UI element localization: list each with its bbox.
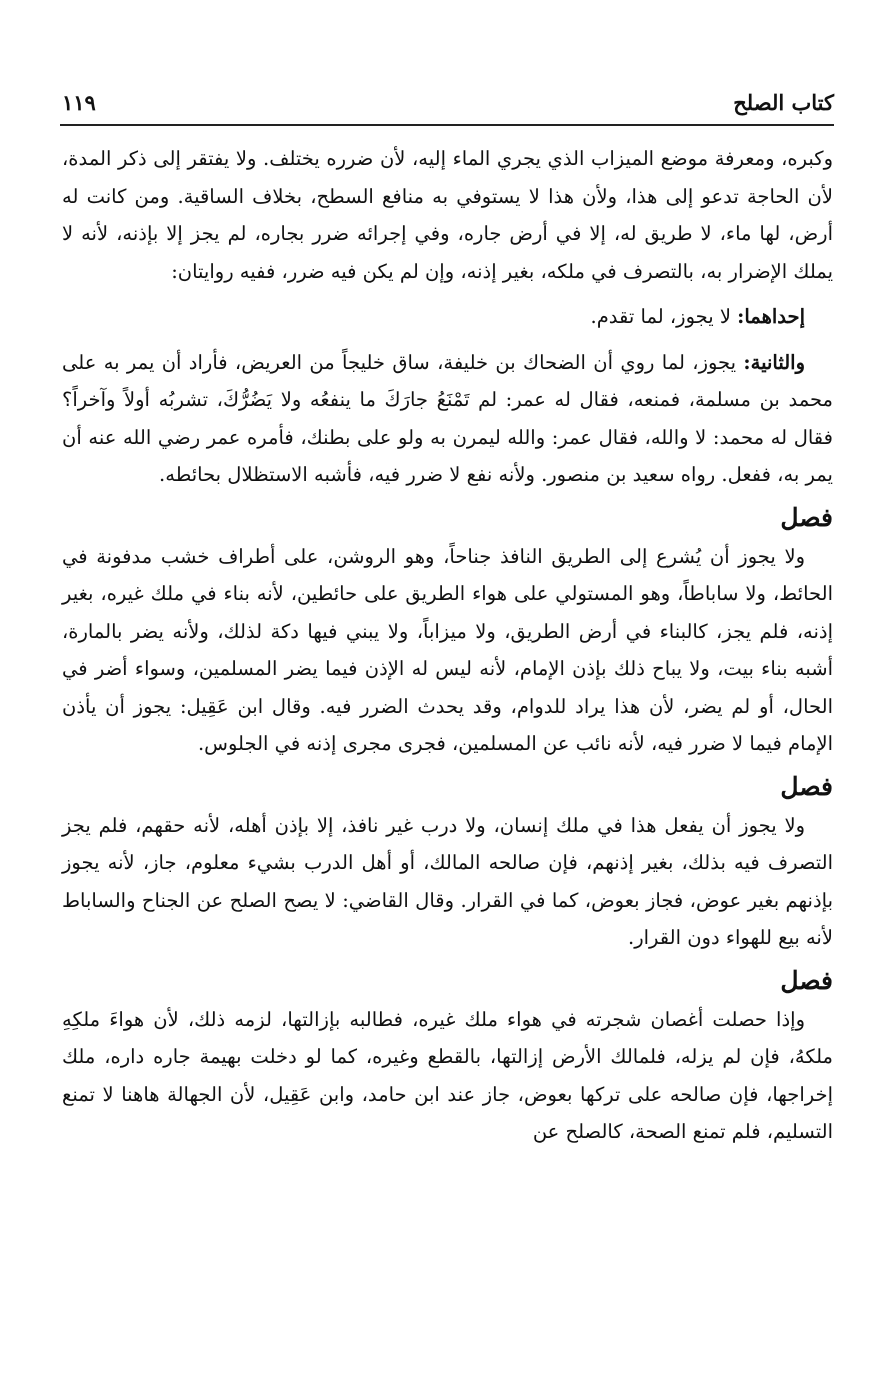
section-heading: فصل — [780, 771, 833, 801]
page-number: ١١٩ — [62, 90, 96, 115]
narration-label: إحداهما: — [737, 305, 805, 328]
section-paragraph: ولا يجوز أن يُشرع إلى الطريق النافذ جناحاً، وهو الروشن، على أطراف خشب مدفونة في الحائط، ولا ساباطاً، وهو المستولي على هواء الطريق على حائطين، لأنه بناء في ملك غيره، بغير إذنه، فلم يجز، كالبناء في أرض الطريق، ولا ميزاباً، ولا يبني فيها دكة لذلك، ولأنه يضر بالمارة، أشبه بناء بيت، ولا يباح ذلك بإذن الإمام، لأنه ليس له الإذن فيما يضر المسلمين، وسواء أضر في الحال، أو لم يضر، لأن هذا يراد للدوام، وقد يحدث الضرر فيه. وقال ابن عَقِيل: يجوز أن يأذن الإمام فيما لا ضرر فيه، لأنه نائب عن المسلمين، فجرى مجرى إذنه في الجلوس. — [62, 544, 833, 755]
section-paragraph: ولا يجوز أن يفعل هذا في ملك إنسان، ولا درب غير نافذ، إلا بإذن أهله، لأنه حقهم، فلم يجز التصرف فيه بذلك، بغير إذنهم، فإن صالحه المالك، أو أهل الدرب بشيء معلوم، جاز، لأنه يجوز بإذنهم بغير عوض، فجاز بعوض، كما في القرار. وقال القاضي: لا يصح الصلح عن الجناح والساباط لأنه بيع للهواء دون القرار. — [62, 813, 833, 949]
paragraph-opening: وكبره، ومعرفة موضع الميزاب الذي يجري الماء إليه، لأن ضرره يختلف. ولا يفتقر إلى ذكر المدة، لأن الحاجة تدعو إلى هذا، ولأن هذا لا يستوفي به منافع السطح، بخلاف الساقية. ومن كانت له أرض، لها ماء، لا طريق له، إلا في أرض جاره، وفي إجرائه ضرر بجاره، لم يجز إلا بإذنه، لأنه لا يملك الإضرار به، بالتصرف في ملكه، بغير إذنه، وإن لم يكن فيه ضرر، ففيه روايتان: — [62, 147, 833, 283]
narration-text: يجوز، لما روي أن الضحاك بن خليفة، ساق خليجاً من العريض، فأراد أن يمر به على محمد بن مسلمة، فمنعه، فقال له عمر: لم تَمْنَعُ جارَكَ ما ينفعُه ولا يَضُرُّكَ، تشربُه أولاً وآخراً؟ فقال له محمد: لا والله، فقال عمر: والله ليمرن به ولو على بطنك، فأمره عمر رضي الله عنه أن يمر به، ففعل. رواه سعيد بن منصور. ولأنه نفع لا ضرر فيه، فأشبه الاستظلال بحائطه. — [62, 350, 833, 486]
narration-text: لا يجوز، لما تقدم. — [590, 305, 738, 328]
section-heading: فصل — [780, 502, 833, 532]
section-heading: فصل — [780, 965, 833, 995]
page-body — [62, 140, 833, 1151]
section-paragraph: وإذا حصلت أغصان شجرته في هواء ملك غيره، فطالبه بإزالتها، لزمه ذلك، لأن هواءَ ملكِهِ ملكهُ، فإن لم يزله، فلمالك الأرض إزالتها، بالقطع وغيره، كما لو دخلت بهيمة جاره داره، ملك إخراجها، فإن صالحه على تركها بعوض، جاز عند ابن حامد، وابن عَقِيل، لأن الجهالة هاهنا لا تمنع التسليم، فلم تمنع الصحة، كالصلح عن — [62, 1007, 833, 1143]
running-title: كتاب الصلح — [733, 90, 834, 115]
narration-label: والثانية: — [743, 350, 805, 374]
paragraph-second-narration — [62, 344, 833, 494]
paragraph-first-narration — [62, 298, 833, 336]
page-header — [60, 88, 834, 126]
